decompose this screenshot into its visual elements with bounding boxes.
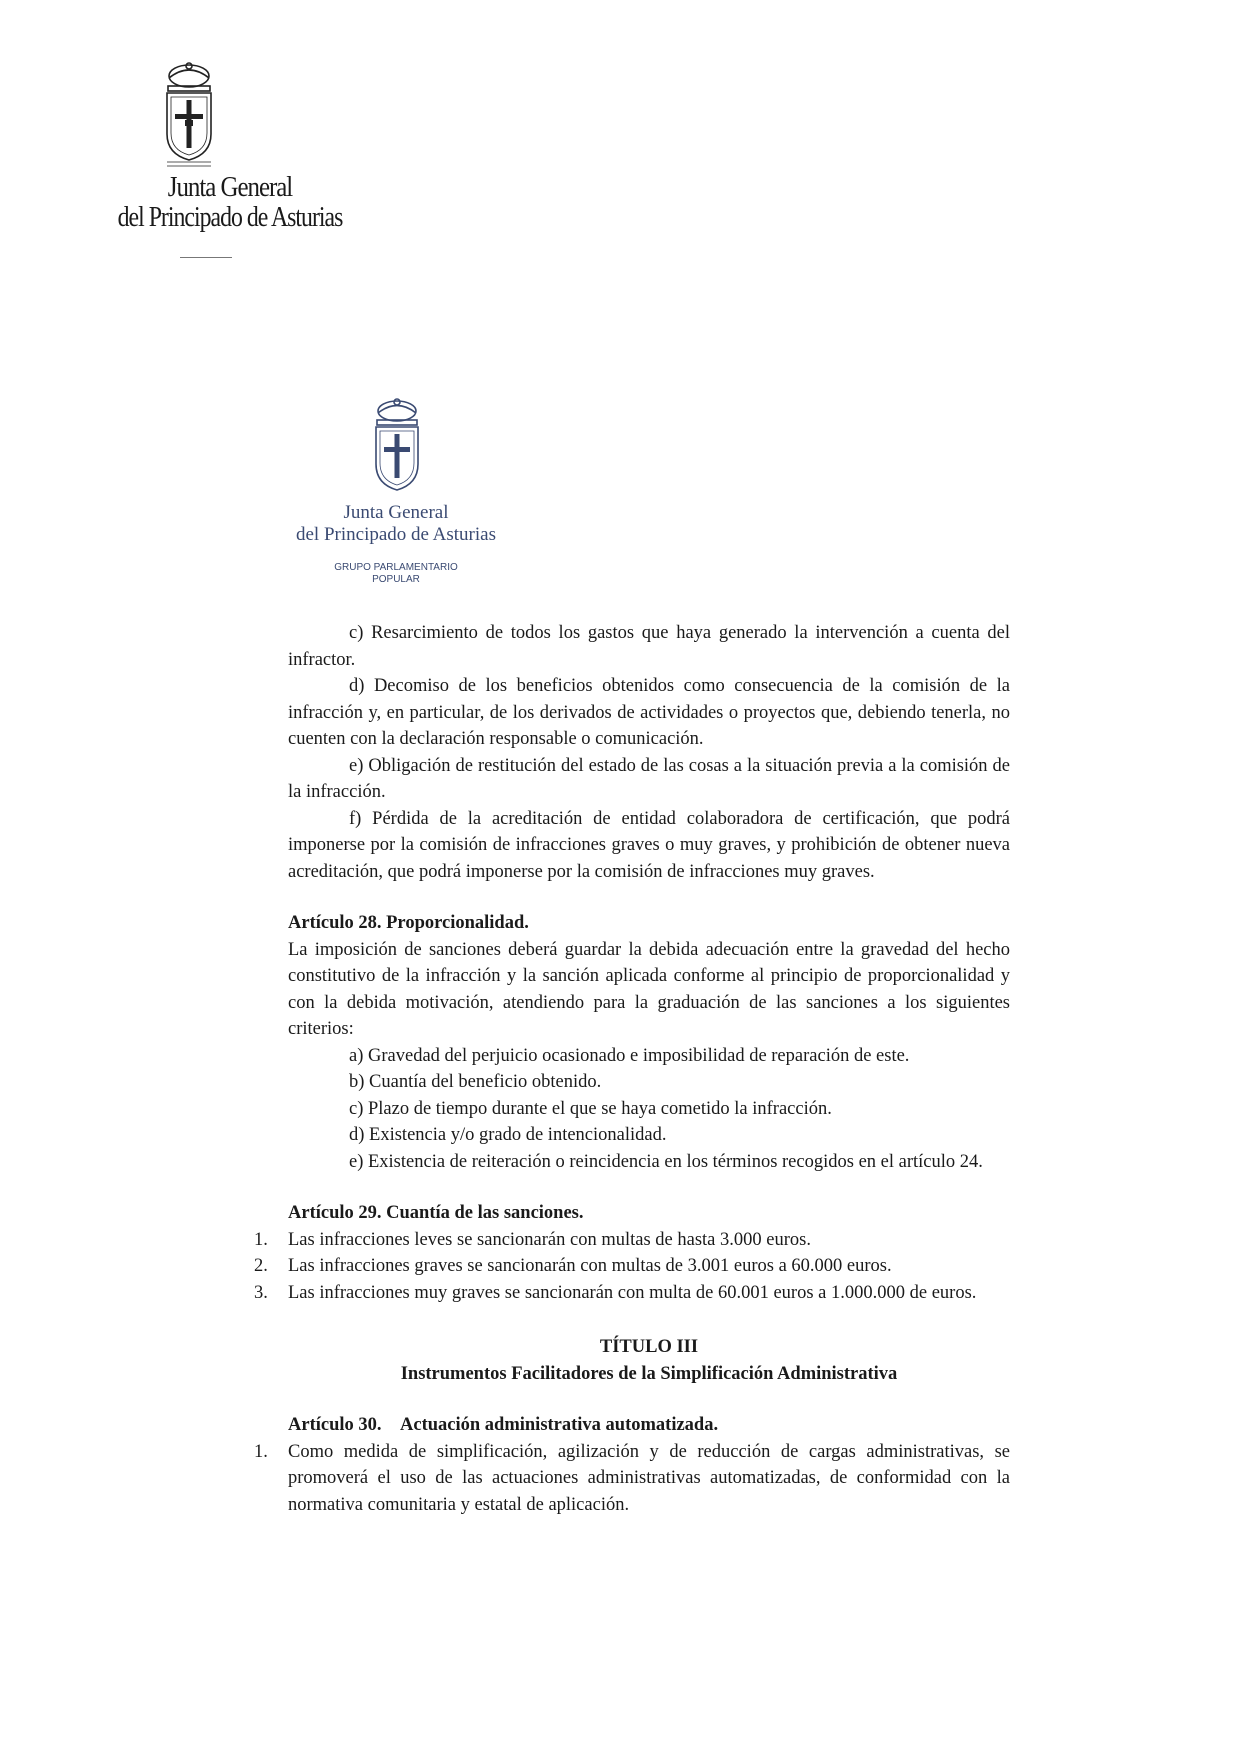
paragraph-e: e) Obligación de restitución del estado de las cosas a la situación previa a la comisión de la infracción. (288, 755, 1010, 802)
group-org-name-line2: del Principado de Asturias (296, 524, 496, 545)
list-number: 3. (254, 1282, 268, 1303)
article-29-heading: Artículo 29. Cuantía de las sanciones. (288, 1203, 584, 1223)
list-number: 2. (254, 1256, 268, 1276)
list-item (254, 1439, 1010, 1519)
paragraph-f: f) Pérdida de la acreditación de entidad colaboradora de certificación, que podrá imponerse por la comisión de infracciones graves o muy graves, y prohibición de obtener nueva acreditación, que podrá imponerse por la comisión de infracciones muy graves. (288, 808, 1010, 882)
coat-of-arms-icon (366, 398, 428, 498)
list-text: Como medida de simplificación, agilización y de reducción de cargas administrativas, se promoverá el uso de las actuaciones administrativas automatizadas, de conformidad con la normativa comunitaria y estatal de aplicación. (288, 1441, 1010, 1515)
paragraph-c: c) Resarcimiento de todos los gastos que haya generado la intervención a cuenta del infractor. (288, 623, 1010, 670)
group-name-line2: POPULAR (372, 574, 420, 585)
list-text: Las infracciones muy graves se sancionarán con multa de 60.001 euros a 1.000.000 de euros. (288, 1282, 977, 1303)
org-name-line1: Junta General (167, 171, 293, 203)
org-name-line2: del Principado de Asturias (117, 201, 343, 233)
article-28-intro: La imposición de sanciones deberá guardar la debida adecuación entre la gravedad del hecho constitutivo de la infracción y la sanción aplicada conforme al principio de proporcionalidad y con la debida motivación, atendiendo para la graduación de las sanciones a los siguientes criterios: (288, 939, 1010, 1039)
criterion-b: b) Cuantía del beneficio obtenido. (349, 1072, 602, 1092)
list-item (254, 1227, 1010, 1254)
criterion-c: c) Plazo de tiempo durante el que se haya cometido la infracción. (349, 1098, 832, 1119)
list-text: Las infracciones leves se sancionarán con multas de hasta 3.000 euros. (288, 1229, 811, 1250)
title-heading: TÍTULO III (599, 1337, 699, 1357)
article-28-heading: Artículo 28. Proporcionalidad. (288, 913, 529, 933)
group-logo (288, 398, 504, 590)
list-number: 1. (254, 1441, 268, 1462)
group-name-line1: GRUPO PARLAMENTARIO (334, 562, 458, 573)
header-divider (180, 257, 232, 258)
coat-of-arms-icon (155, 62, 223, 170)
list-item (254, 1280, 1010, 1307)
criterion-a: a) Gravedad del perjuicio ocasionado e imposibilidad de reparación de este. (349, 1045, 910, 1066)
paragraph-d: d) Decomiso de los beneficios obtenidos como consecuencia de la comisión de la infracción y, en particular, de los derivados de actividades o proyectos que, debiendo tenerla, no cuenten con la declaración responsable o comunicación. (288, 676, 1010, 749)
title-subheading: Instrumentos Facilitadores de la Simplificación Administrativa (400, 1363, 898, 1384)
article-30-list (254, 1439, 1010, 1519)
list-number: 1. (254, 1229, 268, 1250)
document-body (254, 620, 1010, 1518)
criterion-e: e) Existencia de reiteración o reincidencia en los términos recogidos en el artículo 24. (349, 1151, 983, 1172)
group-org-name-line1: Junta General (343, 502, 449, 523)
list-item (254, 1253, 1010, 1280)
list-text: Las infracciones graves se sancionarán con multas de 3.001 euros a 60.000 euros. (288, 1256, 892, 1276)
article-29-list (254, 1227, 1010, 1307)
criterion-d: d) Existencia y/o grado de intencionalidad. (349, 1125, 667, 1145)
article-30-heading: Artículo 30. Actuación administrativa automatizada. (288, 1415, 719, 1435)
